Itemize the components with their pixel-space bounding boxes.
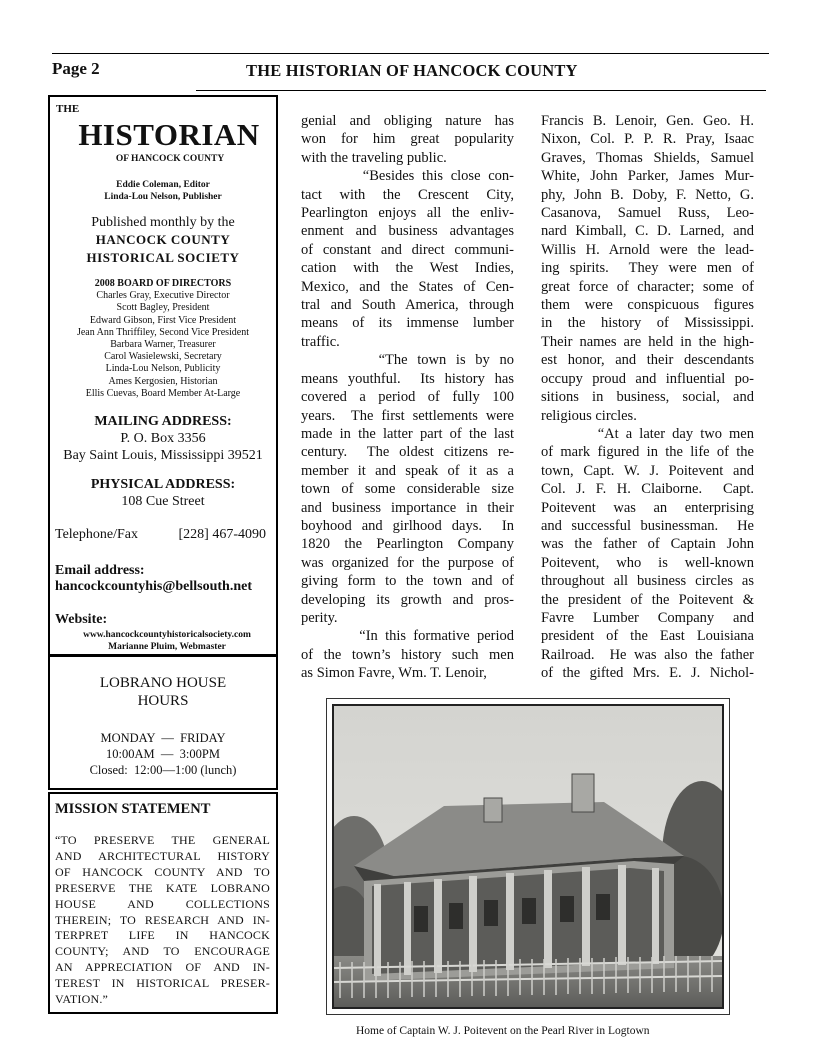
masthead-name: HISTORIAN bbox=[78, 117, 260, 152]
article-line: perity. bbox=[301, 609, 338, 626]
hours-closed: Closed: 12:00—1:00 (lunch) bbox=[89, 763, 237, 777]
mission-line: PRESERVE THE KATE LOBRANO bbox=[55, 880, 270, 895]
masthead-the: THE bbox=[56, 103, 80, 115]
article-line: Nixon, Col. P. P. R. Pray, Isaac bbox=[541, 131, 754, 148]
article-line: Their names are held in the high- bbox=[541, 333, 754, 350]
article-line: president of the East Louisiana bbox=[541, 628, 754, 645]
article-line: in the history of Mississippi. bbox=[541, 315, 754, 332]
article-line: Col. J. F. H. Claiborne. Capt. bbox=[541, 481, 754, 498]
publisher-info bbox=[50, 214, 276, 267]
header-rule-bottom bbox=[196, 90, 766, 91]
masthead-box bbox=[48, 95, 278, 656]
article-line: occupy proud and influential po- bbox=[541, 370, 754, 387]
photo-caption: Home of Captain W. J. Poitevent on the Pearl River in Logtown bbox=[356, 1025, 650, 1037]
website-block bbox=[50, 629, 276, 653]
article-line: developing its growth and pros- bbox=[301, 591, 514, 608]
article-line: Poitevent, who is well-known bbox=[541, 554, 754, 571]
article-line: won for him great popularity bbox=[301, 131, 514, 148]
article-line: “At a later day two men bbox=[541, 425, 754, 442]
masthead-subtitle: OF HANCOCK COUNTY bbox=[115, 154, 225, 164]
photo-frame bbox=[326, 698, 730, 1015]
society-line-1: HANCOCK COUNTY bbox=[95, 232, 231, 247]
article-line: town, Capt. W. J. Poitevent and bbox=[541, 462, 754, 479]
hours-title-line-1: LOBRANO HOUSE bbox=[99, 675, 227, 691]
article-line: great force of character; some of bbox=[541, 278, 754, 295]
telephone-number: [228] 467-4090 bbox=[178, 527, 266, 542]
board-of-directors bbox=[50, 278, 276, 400]
published-line: Published monthly by the bbox=[91, 215, 235, 230]
article-line: of the gifted Mrs. E. J. Nichol- bbox=[541, 665, 754, 682]
article-line: of the town’s history such men bbox=[301, 646, 514, 663]
article-line: and successful businessman. He bbox=[541, 517, 754, 534]
article-line: White, John Parker, James Mur- bbox=[541, 168, 754, 185]
mission-title: MISSION STATEMENT bbox=[55, 801, 211, 817]
masthead-staff bbox=[50, 179, 276, 203]
website-label: Website: bbox=[55, 612, 108, 627]
article-line: Favre Lumber Company and bbox=[541, 609, 754, 626]
article-line: boyhood and girlhood days. In bbox=[301, 517, 514, 534]
hours-box bbox=[48, 655, 278, 790]
article-line: genial and obliging nature has bbox=[301, 113, 514, 129]
article-line: with the traveling public. bbox=[301, 149, 447, 166]
telephone-row bbox=[55, 527, 266, 543]
article-line: member it and speak of it as a bbox=[301, 462, 514, 479]
board-member: Charles Gray, Executive Director bbox=[96, 290, 230, 302]
article-line: “In this formative period bbox=[301, 628, 514, 645]
article-line: sitions in business, social, and bbox=[541, 389, 754, 406]
board-member: Jean Ann Thriffiley, Second Vice President bbox=[76, 326, 250, 338]
physical-line: 108 Cue Street bbox=[121, 494, 205, 509]
webmaster-line: Marianne Pluim, Webmaster bbox=[108, 642, 226, 652]
board-member: Edward Gibson, First Vice President bbox=[89, 314, 237, 326]
mailing-line-1: P. O. Box 3356 bbox=[120, 431, 206, 446]
hours-title bbox=[50, 674, 276, 710]
article-line: covered a period of fully 100 bbox=[301, 389, 514, 406]
board-member: Ellis Cuevas, Board Member At-Large bbox=[85, 387, 241, 399]
article-line: Pearlington enjoys all the enliv- bbox=[301, 205, 514, 222]
hours-title-line-2: HOURS bbox=[137, 693, 189, 709]
hours-schedule bbox=[50, 730, 276, 778]
article-line: 1820 the Pearlington Company bbox=[301, 536, 514, 553]
article-line: Francis B. Lenoir, Gen. Geo. H. bbox=[541, 113, 754, 129]
article-line: “The town is by no bbox=[301, 352, 514, 369]
publisher-line: Linda-Lou Nelson, Publisher bbox=[104, 192, 222, 202]
article-line: made in the latter part of the last bbox=[301, 425, 514, 442]
article-column-2 bbox=[541, 112, 754, 683]
mission-line: TEREST IN HISTORICAL PRESER- bbox=[55, 976, 270, 991]
mailing-line-2: Bay Saint Louis, Mississippi 39521 bbox=[63, 448, 263, 463]
mission-line: AND ARCHITECTURAL HISTORY bbox=[55, 848, 270, 863]
mission-box bbox=[48, 792, 278, 1014]
article-line: tact with the Crescent City, bbox=[301, 186, 514, 203]
board-member: Barbara Warner, Treasurer bbox=[110, 339, 216, 351]
editor-line: Eddie Coleman, Editor bbox=[116, 180, 210, 190]
mission-line: OF HANCOCK COUNTY AND TO bbox=[55, 864, 270, 879]
page-number: Page 2 bbox=[52, 59, 100, 78]
article-line: Poitevent was an enterprising bbox=[541, 499, 754, 516]
mission-line: VATION.” bbox=[55, 992, 109, 1007]
website-url: www.hancockcountyhistoricalsociety.com bbox=[83, 630, 251, 640]
board-member: Ames Kergosien, Historian bbox=[108, 375, 218, 387]
article-line: phy, John B. Doby, F. Netto, G. bbox=[541, 186, 754, 203]
mission-line: TERPRET LIFE IN HANCOCK bbox=[55, 928, 270, 943]
article-line: years. The first settlements were bbox=[301, 407, 514, 424]
article-line: Casanova, Samuel Russ, Leo- bbox=[541, 205, 754, 222]
hours-days: MONDAY — FRIDAY bbox=[100, 731, 226, 745]
telephone-label: Telephone/Fax bbox=[55, 527, 138, 542]
physical-address bbox=[50, 476, 276, 510]
board-member: Scott Bagley, President bbox=[116, 302, 210, 314]
mission-line: “TO PRESERVE THE GENERAL bbox=[55, 833, 270, 847]
article-line: town of some considerable size bbox=[301, 481, 514, 498]
house-photo bbox=[332, 704, 724, 1009]
mission-line: AN APPRECIATION OF AND IN- bbox=[55, 960, 270, 975]
article-line: traffic. bbox=[301, 333, 340, 350]
house-photo-image bbox=[334, 706, 722, 1007]
article-line: century. The oldest citizens re- bbox=[301, 444, 514, 461]
board-member: Carol Wasielewski, Secretary bbox=[104, 351, 222, 363]
article-line: est honor, and their descendants bbox=[541, 352, 754, 369]
mission-line: THEREIN; TO RESEARCH AND IN- bbox=[55, 912, 270, 927]
article-line: was organized for the purpose of bbox=[301, 554, 514, 571]
mission-text bbox=[55, 833, 270, 1008]
article-line: ing spirits. They were men of bbox=[541, 260, 754, 277]
article-line: throughout all business circles as bbox=[541, 573, 754, 590]
article-line: nard Kimball, C. D. Larned, and bbox=[541, 223, 754, 240]
article-line: of constant and direct communi- bbox=[301, 241, 514, 258]
board-heading: 2008 BOARD OF DIRECTORS bbox=[94, 278, 232, 289]
article-line: enment and business advantages bbox=[301, 223, 514, 240]
article-line: cation with the West Indies, bbox=[301, 260, 514, 277]
board-member: Linda-Lou Nelson, Publicity bbox=[105, 363, 221, 375]
article-line: Willis H. Arnold were the lead- bbox=[541, 241, 754, 258]
mission-line: COUNTY; AND TO ENCOURAGE bbox=[55, 944, 270, 959]
article-line: means of its immense lumber bbox=[301, 315, 514, 332]
article-line: of mark figured in the life of the bbox=[541, 444, 754, 461]
newsletter-title: THE HISTORIAN OF HANCOCK COUNTY bbox=[246, 61, 578, 80]
article-line: them were conspicuous figures bbox=[541, 297, 754, 314]
mailing-heading: MAILING ADDRESS: bbox=[94, 414, 232, 429]
article-line: Graves, Thomas Shields, Samuel bbox=[541, 149, 754, 166]
society-line-2: HISTORICAL SOCIETY bbox=[86, 250, 240, 265]
article-line: means youthful. Its history has bbox=[301, 370, 514, 387]
mailing-address bbox=[50, 413, 276, 464]
article-line: religious circles. bbox=[541, 407, 637, 424]
mission-line: HOUSE AND COLLECTIONS bbox=[55, 896, 270, 911]
article-line: was the father of Captain John bbox=[541, 536, 754, 553]
email-block bbox=[55, 563, 252, 595]
article-line: tral and South America, through bbox=[301, 297, 514, 314]
article-line: the president of the Poitevent & bbox=[541, 591, 754, 608]
article-line: and business importance in their bbox=[301, 499, 514, 516]
article-line: “Besides this close con- bbox=[301, 168, 514, 185]
email-label: Email address: bbox=[55, 563, 145, 578]
article-line: Mexico, and the States of Cen- bbox=[301, 278, 514, 295]
hours-time: 10:00AM — 3:00PM bbox=[106, 747, 220, 761]
physical-heading: PHYSICAL ADDRESS: bbox=[90, 477, 236, 492]
article-line: giving form to the town and of bbox=[301, 573, 514, 590]
header-rule-top bbox=[52, 53, 769, 54]
article-line: Railroad. He was also the father bbox=[541, 646, 754, 663]
article-line: as Simon Favre, Wm. T. Lenoir, bbox=[301, 665, 487, 682]
article-column-1 bbox=[301, 112, 514, 683]
email-address: hancockcountyhis@bellsouth.net bbox=[55, 579, 253, 594]
